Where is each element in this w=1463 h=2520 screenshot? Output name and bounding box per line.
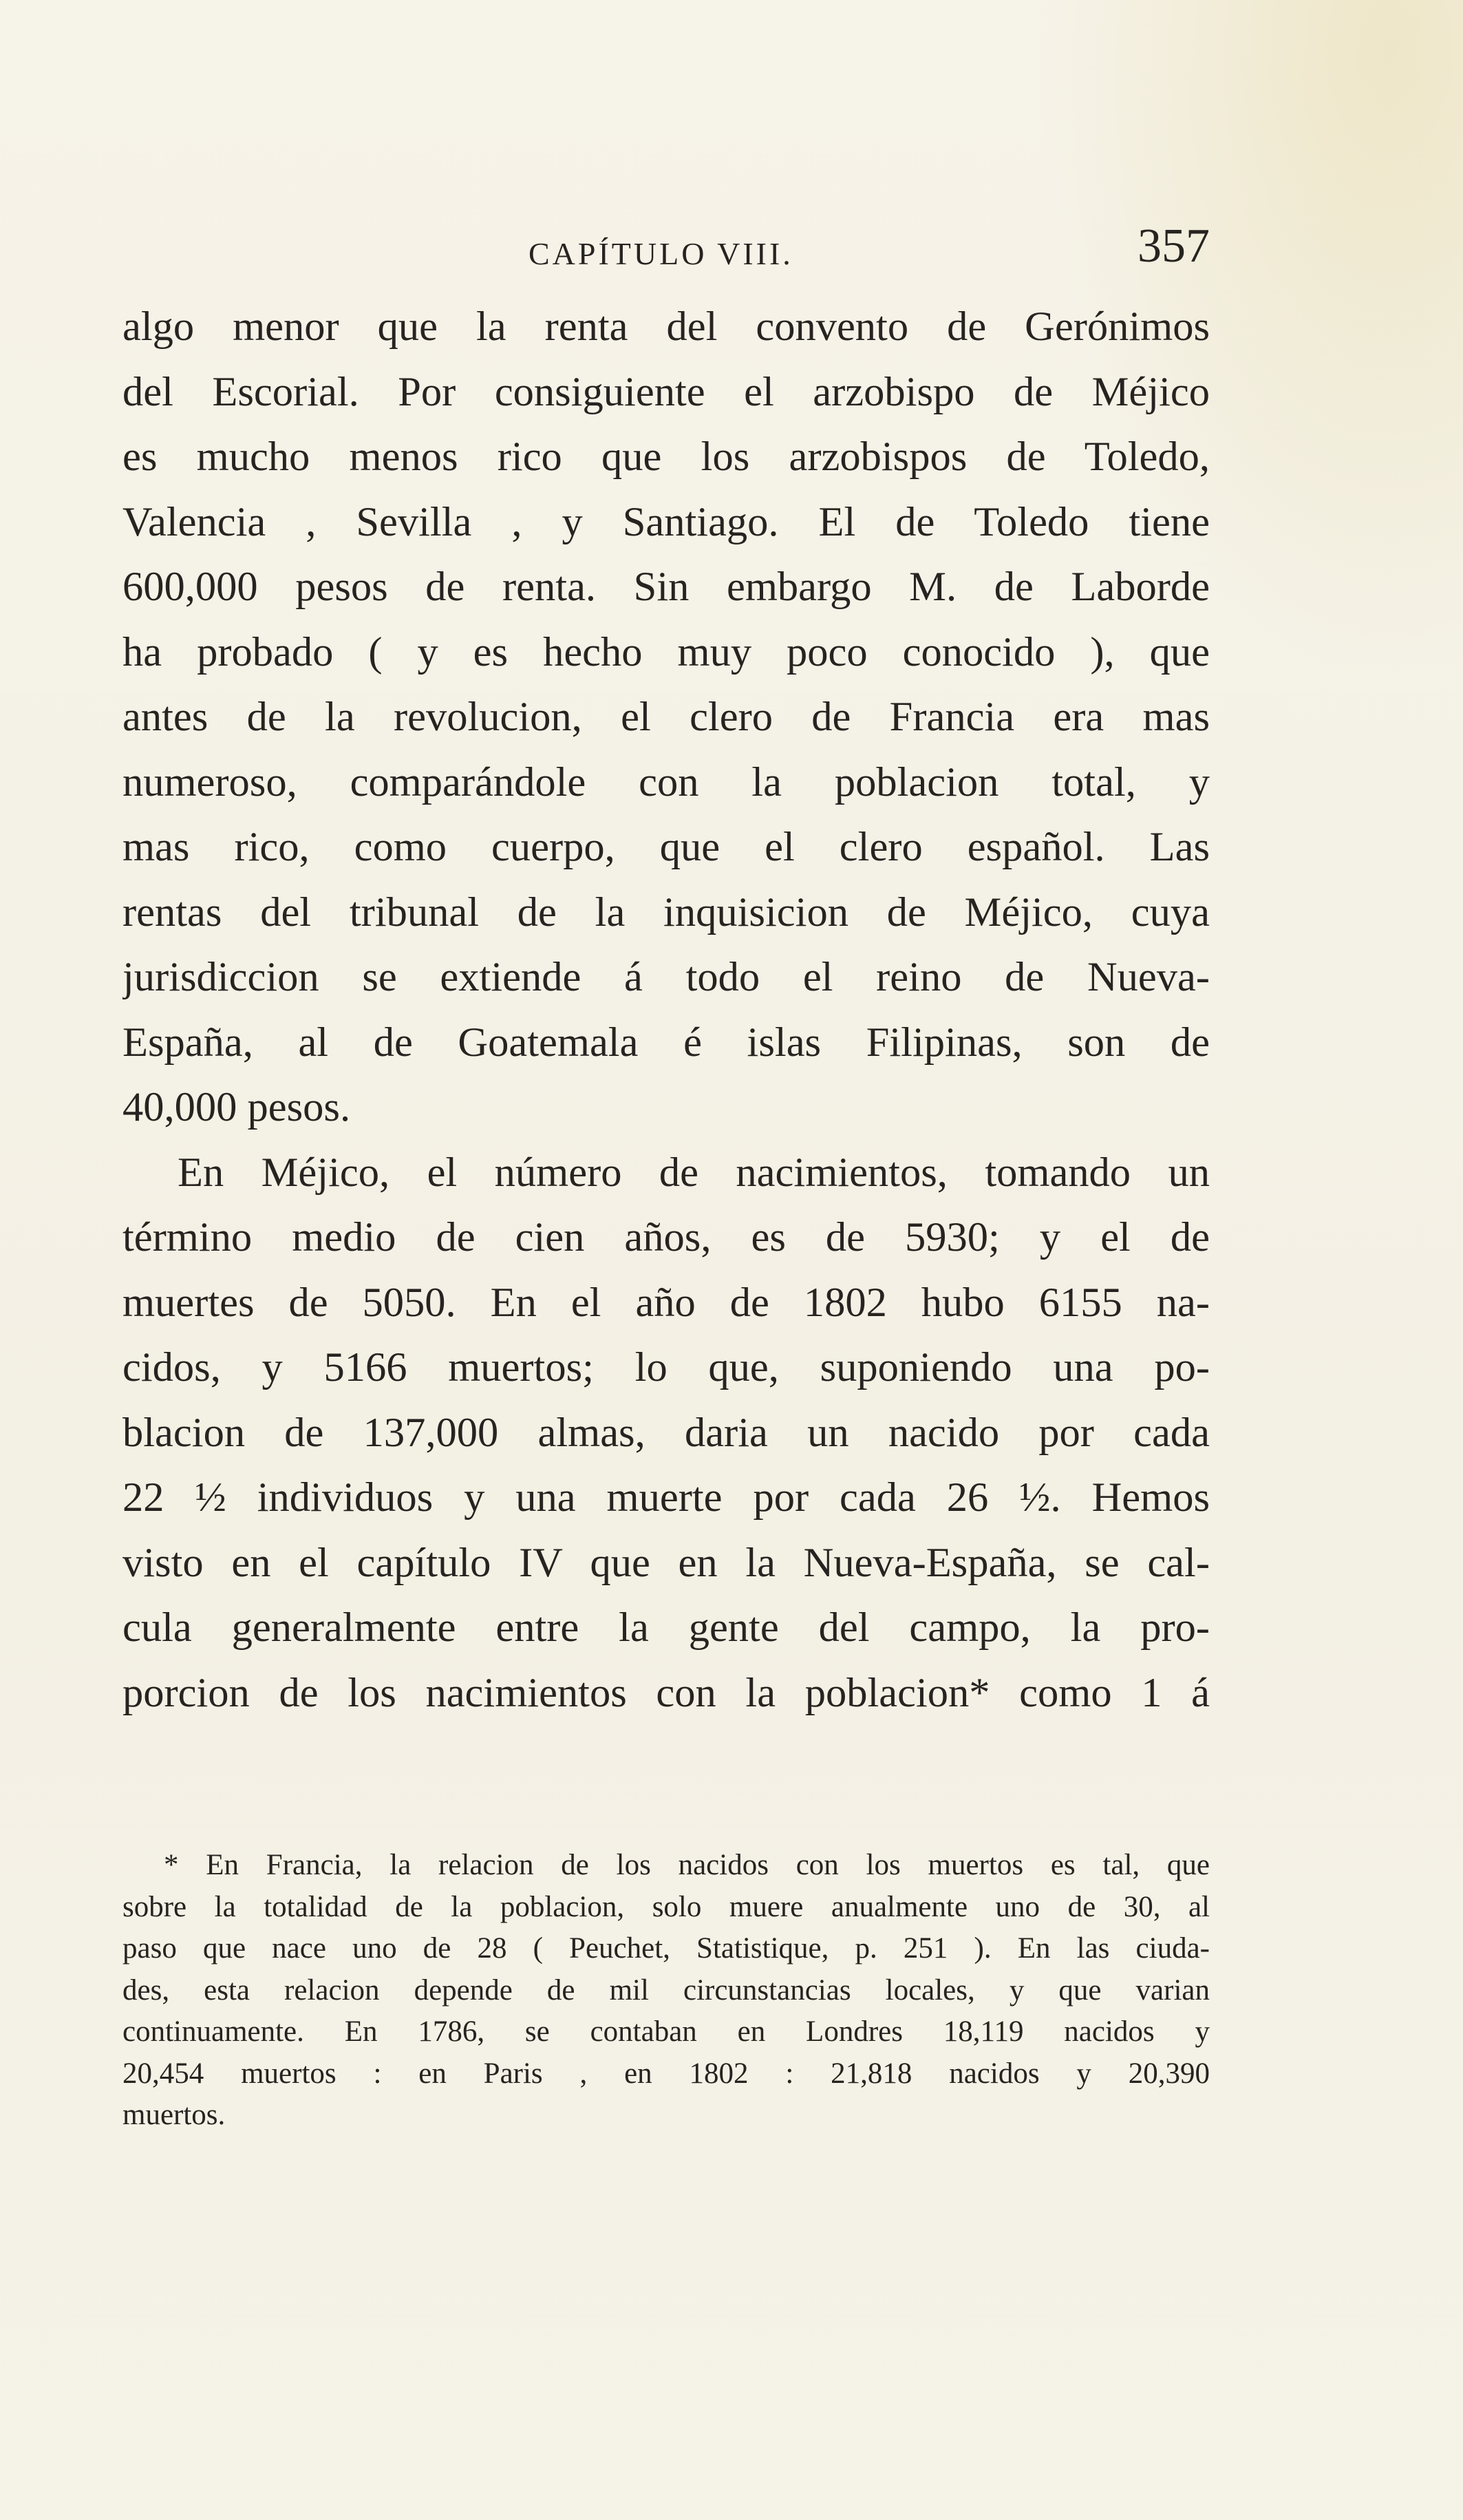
text-line: 40,000 pesos.: [122, 1084, 351, 1130]
text-line: 600,000 pesos de renta. Sin embargo M. de Laborde: [122, 564, 1210, 610]
page-header: [122, 219, 1210, 288]
text-line: rentas del tribunal de la inquisicion de Méjico, cuya: [122, 889, 1210, 935]
text-line: mas rico, como cuerpo, que el clero español. Las: [122, 824, 1210, 870]
text-line: cidos, y 5166 muertos; lo que, suponiendo una po-: [122, 1344, 1210, 1390]
text-line: antes de la revolucion, el clero de Francia era mas: [122, 694, 1210, 740]
text-line: numeroso, comparándole con la poblacion total, y: [122, 759, 1210, 805]
text-line: visto en el capítulo IV que en la Nueva-España, se cal-: [122, 1539, 1210, 1586]
text-line: Valencia , Sevilla , y Santiago. El de Toledo tiene: [122, 498, 1210, 545]
footnote-line: sobre la totalidad de la poblacion, solo muere anualmente uno de 30, al: [122, 1890, 1210, 1923]
text-line: blacion de 137,000 almas, daria un nacido por cada: [122, 1409, 1210, 1456]
footnote-line: des, esta relacion depende de mil circunstancias locales, y que varian: [122, 1973, 1210, 2007]
text-line: término medio de cien años, es de 5930; y el de: [122, 1214, 1210, 1260]
text-line: muertes de 5050. En el año de 1802 hubo 6155 na-: [122, 1279, 1210, 1326]
footnote-line: * En Francia, la relacion de los nacidos con los muertos es tal, que: [164, 1849, 1210, 1881]
text-line: algo menor que la renta del convento de Gerónimos: [122, 304, 1210, 350]
text-line: En Méjico, el número de nacimientos, tomando un: [178, 1149, 1210, 1196]
footnote-line: muertos.: [122, 2099, 226, 2131]
page-number: 357: [1138, 220, 1210, 273]
footnote-line: continuamente. En 1786, se contaban en Londres 18,119 nacidos y: [122, 2015, 1210, 2048]
text-line: 22 ½ individuos y una muerte por cada 26 ½. Hemos: [122, 1474, 1210, 1521]
text-line: ha probado ( y es hecho muy poco conocido ), que: [122, 628, 1210, 675]
main-text: [122, 295, 1210, 1726]
text-line: del Escorial. Por consiguiente el arzobispo de Méjico: [122, 368, 1210, 415]
text-line: cula generalmente entre la gente del campo, la pro-: [122, 1605, 1210, 1651]
footnote-line: paso que nace uno de 28 ( Peuchet, Statistique, p. 251 ). En las ciuda-: [122, 1932, 1210, 1965]
text-line: es mucho menos rico que los arzobispos de Toledo,: [122, 434, 1210, 480]
text-line: porcion de los nacimientos con la poblacion* como 1 á: [122, 1669, 1210, 1716]
text-line: España, al de Goatemala é islas Filipinas, son de: [122, 1019, 1210, 1066]
footnote-line: 20,454 muertos : en Paris , en 1802 : 21,818 nacidos y 20,390: [122, 2057, 1210, 2090]
running-head: CAPÍTULO VIII.: [528, 236, 793, 271]
text-line: jurisdiccion se extiende á todo el reino de Nueva-: [122, 954, 1210, 1000]
footnote: [122, 1845, 1210, 2137]
